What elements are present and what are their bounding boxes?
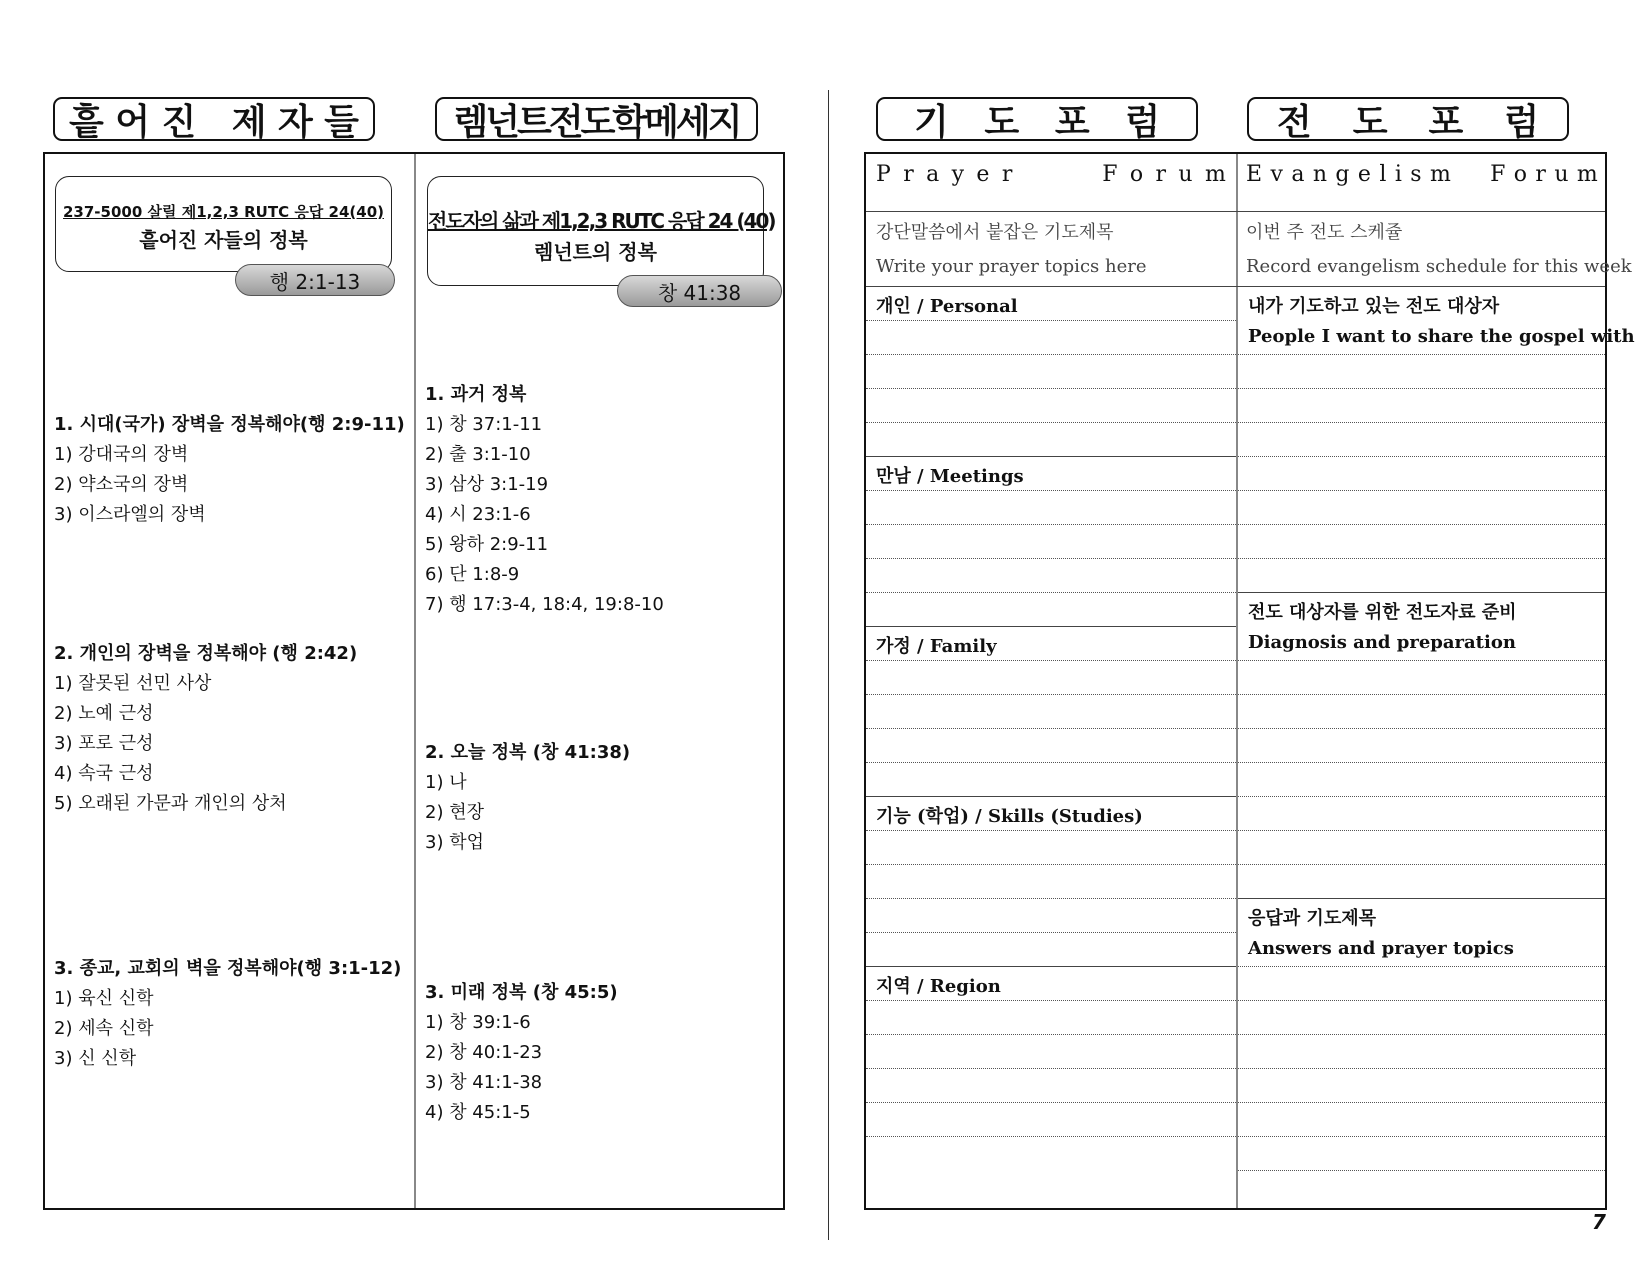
prayer-title-char: e — [976, 162, 990, 187]
sermon1-section-item: 3) 이스라엘의 장벽 — [54, 504, 206, 525]
evangelism-label-en: Diagnosis and preparation — [1248, 632, 1516, 653]
evangelism-title-char: u — [1554, 162, 1569, 187]
forum-line — [1238, 762, 1605, 763]
prayer-label: 지역 / Region — [876, 976, 1001, 997]
sermon2-section — [425, 978, 618, 1128]
forum-line — [866, 830, 1236, 831]
evangelism-title-char: g — [1335, 162, 1350, 187]
forum-line — [1238, 1068, 1605, 1069]
evangelism-label-ko: 전도 대상자를 위한 전도자료 준비 — [1248, 602, 1517, 623]
sermon-panel — [43, 152, 785, 1210]
sermon1-section-item: 3) 포로 근성 — [54, 733, 154, 754]
forum-line — [1238, 1170, 1605, 1171]
prayer-sub-ko: 강단말씀에서 붙잡은 기도제목 — [876, 222, 1114, 243]
prayer-title-char — [1063, 162, 1070, 187]
prayer-label: 가정 / Family — [876, 636, 997, 657]
forum-line — [866, 728, 1236, 729]
forum-line — [1238, 898, 1605, 899]
evangelism-label-en: Answers and prayer topics — [1248, 938, 1514, 959]
evangelism-header-char: 포 — [1428, 101, 1464, 143]
prayer-title-char — [1044, 162, 1051, 187]
evangelism-title-char — [1475, 162, 1482, 187]
evangelism-title-char: i — [1394, 162, 1402, 187]
forum-line — [866, 864, 1236, 865]
sermon2-section-title: 2. 오늘 정복 (창 41:38) — [425, 742, 631, 763]
sermon1-section — [54, 954, 401, 1074]
forum-line — [1238, 558, 1605, 559]
forum-line — [1238, 830, 1605, 831]
page-divider — [828, 90, 829, 1240]
forum-line — [1238, 354, 1605, 355]
forum-line — [1238, 1136, 1605, 1137]
forum-line — [1238, 592, 1605, 593]
right-header-prayer-forum — [876, 97, 1198, 141]
evangelism-title-char: n — [1312, 162, 1328, 187]
forum-line — [866, 1102, 1236, 1103]
evangelism-title-char: F — [1490, 162, 1506, 187]
evangelism-title-char: m — [1576, 162, 1598, 187]
sermon2-section-item: 1) 창 39:1-6 — [425, 1012, 531, 1033]
evangelism-title-char: v — [1270, 162, 1283, 187]
evangelism-header-char: 럼 — [1504, 101, 1539, 143]
sermon2-subtitle: 전도자의 삶과 제1,2,3 RUTC 응답 24 (40) — [428, 209, 775, 233]
prayer-title-char: a — [926, 162, 940, 187]
forum-line — [866, 932, 1236, 933]
prayer-title-char: r — [1001, 162, 1013, 187]
left-header-char: 제 — [231, 101, 267, 143]
sermon1-section-title: 3. 종교, 교회의 벽을 정복해야(행 3:1-12) — [54, 958, 402, 979]
sermon2-section-item: 5) 왕하 2:9-11 — [425, 534, 549, 555]
sermon1-section — [54, 639, 357, 819]
evangelism-title-char: e — [1357, 162, 1371, 187]
forum-line — [866, 592, 1236, 593]
forum-line — [1238, 728, 1605, 729]
sermon1-section-item: 2) 세속 신학 — [54, 1018, 154, 1039]
sermon1-section-item: 1) 잘못된 선민 사상 — [54, 673, 212, 694]
sermon2-section-item: 2) 현장 — [425, 802, 484, 823]
sermon2-section-item: 2) 창 40:1-23 — [425, 1042, 543, 1063]
evangelism-title-char: l — [1379, 162, 1387, 187]
sermon1-section-item: 4) 속국 근성 — [54, 763, 154, 784]
forum-panel — [864, 152, 1635, 1210]
forum-line — [1238, 660, 1605, 661]
sermon2-section — [425, 738, 630, 858]
forum-line — [866, 626, 1236, 627]
evangelism-label-ko: 내가 기도하고 있는 전도 대상자 — [1248, 296, 1500, 317]
forum-line — [1238, 1102, 1605, 1103]
prayer-title-char: r — [903, 162, 914, 187]
sermon1-section-title: 1. 시대(국가) 장벽을 정복해야(행 2:9-11) — [54, 414, 405, 435]
evangelism-forum-title — [1246, 162, 1598, 187]
sermon1-subtitle: 237-5000 살릴 제1,2,3 RUTC 응답 24(40) — [63, 203, 384, 221]
sermon1-section — [54, 410, 405, 530]
evangelism-label-en: People I want to share the gospel with — [1248, 326, 1635, 347]
forum-line — [1238, 490, 1605, 491]
forum-line — [866, 1136, 1236, 1137]
forum-line — [866, 388, 1236, 389]
left-header-char — [208, 99, 221, 140]
forum-line — [1238, 966, 1605, 967]
sermon2-section-item: 4) 창 45:1-5 — [425, 1102, 531, 1123]
forum-line — [866, 524, 1236, 525]
sermon1-section-item: 1) 강대국의 장벽 — [54, 444, 189, 465]
evangelism-title-char: s — [1410, 162, 1422, 187]
forum-line — [866, 1000, 1236, 1001]
left-header-char: 흩 — [69, 101, 104, 143]
prayer-title-char: o — [1129, 162, 1144, 187]
evangelism-title-char: a — [1291, 162, 1305, 187]
forum-line — [866, 694, 1236, 695]
forum-line — [866, 660, 1236, 661]
sermon2-section-item: 4) 시 23:1-6 — [425, 504, 531, 525]
sermon1-section-title: 2. 개인의 장벽을 정복해야 (행 2:42) — [54, 643, 358, 664]
forum-line — [1238, 864, 1605, 865]
evangelism-title-char: o — [1513, 162, 1527, 187]
left-header-char: 들 — [324, 101, 359, 143]
sermon2-section-item: 7) 행 17:3-4, 18:4, 19:8-10 — [425, 594, 664, 615]
prayer-title-char — [1083, 162, 1090, 187]
prayer-header-char: 기 — [914, 101, 949, 143]
sermon2-section-item: 3) 삼상 3:1-19 — [425, 474, 549, 495]
left-header-char: 어 — [115, 101, 151, 143]
sermon2-title-bubble — [427, 176, 775, 286]
prayer-header-char: 도 — [984, 101, 1020, 143]
forum-line — [866, 558, 1236, 559]
sermon2-section-item: 2) 출 3:1-10 — [425, 444, 531, 465]
forum-line — [866, 898, 1236, 899]
forum-line — [1238, 388, 1605, 389]
prayer-label: 만남 / Meetings — [876, 466, 1024, 487]
forum-line — [1238, 422, 1605, 423]
sermon2-section-title: 1. 과거 정복 — [425, 384, 527, 405]
forum-line — [1238, 796, 1605, 797]
column-divider — [414, 154, 416, 1208]
page-number: 7 — [1592, 1210, 1606, 1234]
prayer-header-char: 포 — [1054, 101, 1090, 143]
forum-line — [866, 354, 1236, 355]
sermon1-section-item: 3) 신 신학 — [54, 1048, 137, 1069]
prayer-title-char: m — [1204, 162, 1226, 187]
prayer-title-char: y — [951, 162, 965, 187]
prayer-label: 개인 / Personal — [876, 296, 1018, 317]
sermon2-section-item: 3) 창 41:1-38 — [425, 1072, 543, 1093]
prayer-header-char: 럼 — [1125, 101, 1160, 143]
evangelism-title-char — [1459, 162, 1466, 187]
left-header-char: 진 — [161, 101, 197, 143]
forum-line — [866, 762, 1236, 763]
forum-line — [1238, 1000, 1605, 1001]
prayer-title-char: u — [1178, 162, 1193, 187]
evangelism-title-char: m — [1429, 162, 1451, 187]
forum-line — [866, 1068, 1236, 1069]
forum-line — [866, 966, 1236, 967]
forum-line — [866, 1034, 1236, 1035]
prayer-title-char: F — [1102, 162, 1118, 187]
forum-line — [866, 211, 1605, 212]
sermon1-title: 흩어진 자들의 정복 — [139, 228, 308, 252]
evangelism-sub-ko: 이번 주 전도 스케쥴 — [1246, 222, 1403, 243]
prayer-sub-en: Write your prayer topics here — [876, 256, 1147, 277]
prayer-title-char: r — [1155, 162, 1167, 187]
sermon2-section — [425, 380, 664, 620]
prayer-title-char: P — [876, 162, 891, 187]
evangelism-title-char: E — [1246, 162, 1263, 187]
forum-line — [866, 286, 1605, 287]
evangelism-sub-en: Record evangelism schedule for this week — [1246, 256, 1632, 277]
left-header-remnant-message: 렘넌트전도학메세지 — [435, 97, 758, 141]
sermon2-section-item: 1) 창 37:1-11 — [425, 414, 543, 435]
sermon2-section-item: 3) 학업 — [425, 832, 484, 853]
forum-line — [1238, 694, 1605, 695]
sermon1-section-item: 2) 노예 근성 — [54, 703, 154, 724]
forum-line — [866, 796, 1236, 797]
sermon2-section-item: 1) 나 — [425, 772, 467, 793]
sermon2-section-item: 6) 단 1:8-9 — [425, 564, 520, 585]
forum-column-divider — [1236, 154, 1238, 1208]
sermon2-section-title: 3. 미래 정복 (창 45:5) — [425, 982, 618, 1003]
evangelism-header-char: 전 — [1277, 101, 1312, 143]
forum-line — [866, 490, 1236, 491]
sermon1-section-item: 1) 육신 신학 — [54, 988, 154, 1009]
evangelism-title-char: r — [1535, 162, 1546, 187]
sermon2-title: 렘넌트의 정복 — [534, 240, 657, 264]
prayer-title-char — [1025, 162, 1032, 187]
forum-line — [1238, 456, 1605, 457]
sermon1-section-item: 2) 약소국의 장벽 — [54, 474, 189, 495]
sermon1-section-item: 5) 오래된 가문과 개인의 상처 — [54, 793, 287, 814]
sermon2-reference: 창 41:38 — [617, 275, 782, 307]
sermon1-reference: 행 2:1-13 — [235, 264, 395, 296]
forum-line — [866, 456, 1236, 457]
right-header-evangelism-forum — [1247, 97, 1569, 141]
forum-line — [866, 422, 1236, 423]
forum-line — [1238, 524, 1605, 525]
evangelism-header-char: 도 — [1352, 101, 1388, 143]
prayer-label: 기능 (학업) / Skills (Studies) — [876, 806, 1143, 827]
evangelism-label-ko: 응답과 기도제목 — [1248, 908, 1376, 929]
left-header-char: 자 — [277, 101, 313, 143]
forum-line — [1238, 1034, 1605, 1035]
left-header-scattered-disciples — [53, 97, 375, 141]
prayer-forum-title — [876, 162, 1226, 187]
forum-line — [866, 320, 1236, 321]
sermon1-title-bubble — [55, 176, 392, 272]
